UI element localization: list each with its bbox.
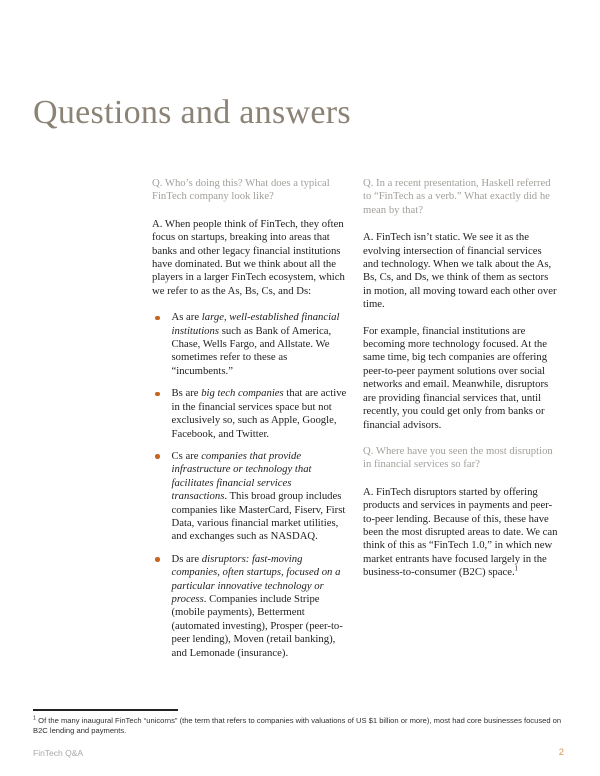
left-column bbox=[152, 177, 348, 669]
footnote-reference: 1 bbox=[514, 564, 519, 573]
footnote-marker: 1 bbox=[33, 715, 37, 722]
bullet-text: Bs are big tech companies that are active in the financial services space but not exclusively so, such as Apple, Google, Facebook, and Twitter. bbox=[171, 387, 347, 440]
footnote-divider bbox=[33, 709, 178, 711]
footer-doc-title: FinTech Q&A bbox=[33, 748, 84, 758]
right-column bbox=[363, 177, 559, 593]
bullet-icon bbox=[155, 392, 160, 397]
bullet-icon bbox=[155, 557, 160, 562]
page-number: 2 bbox=[558, 747, 564, 758]
question-3: Q. Where have you seen the most disruption in financial services so far? bbox=[363, 444, 553, 471]
list-item bbox=[152, 553, 348, 660]
list-item bbox=[152, 311, 348, 378]
bullet-text: As are large, well-established financial institutions such as Bank of America, Chase, Wells Fargo, and Allstate. We sometimes refer to these as “incumbents.” bbox=[171, 311, 340, 377]
list-item bbox=[152, 450, 348, 544]
bullet-icon bbox=[155, 316, 160, 321]
question-2: Q. In a recent presentation, Haskell referred to “FinTech as a verb.” What exactly did he mean by that? bbox=[363, 177, 551, 216]
answer-1: A. When people think of FinTech, they often focus on startups, breaking into areas that banks and other legacy financial institutions have dominated. But we think about all the players in a larger FinTech ecosystem, which we refer to as the As, Bs, Cs, and Ds: bbox=[152, 217, 345, 297]
answer-2-paragraph-2: For example, financial institutions are becoming more technology focused. At the same time, big tech companies are offering peer-to-peer payment solutions over social networks and email. Meanwhile, disruptors are providing financial services that, until recently, you could get only from banks or financial advisors. bbox=[363, 324, 549, 431]
footnote: $^1$ Of the many inaugural FinTech “unicorns” (the term that refers to companies with valuations of US $1 billion or more), most had core businesses focused on B2C lending and payments. bbox=[33, 715, 562, 735]
bullet-text: Cs are companies that provide infrastructure or technology that facilitates financial services transactions. This broad group includes companies like MasterCard, Fiserv, First Data, various financial market utilities, and exchanges such as NASDAQ. bbox=[171, 449, 346, 543]
bullet-icon bbox=[155, 454, 160, 459]
bullet-text: Ds are disruptors: fast-moving companies, often startups, focused on a particular innovative technology or process. Companies include Stripe (mobile payments), Betterment (automated investing), Prosper (peer-to-peer lending), Moven (retail banking), and Lemonade (insurance). bbox=[171, 552, 343, 659]
answer-2-paragraph-1: A. FinTech isn’t static. We see it as the evolving intersection of financial services and technology. When we talk about the As, Bs, Cs, and Ds, we think of them as sectors in motion, all moving toward each other over time. bbox=[363, 231, 557, 311]
page-title: Questions and answers bbox=[33, 94, 351, 131]
bullet-list bbox=[152, 311, 348, 660]
answer-3: A. FinTech disruptors started by offering products and services in payments and peer-to-peer lending. Because of this, these have been the most disrupted areas to date. We can think of this as “FinTech 1.0,” in which new market entrants have focused largely in the business-to-consumer (B2C) space.$^1$ bbox=[363, 485, 558, 579]
list-item bbox=[152, 387, 348, 441]
question-1: Q. Who’s doing this? What does a typical FinTech company look like? bbox=[152, 177, 330, 203]
